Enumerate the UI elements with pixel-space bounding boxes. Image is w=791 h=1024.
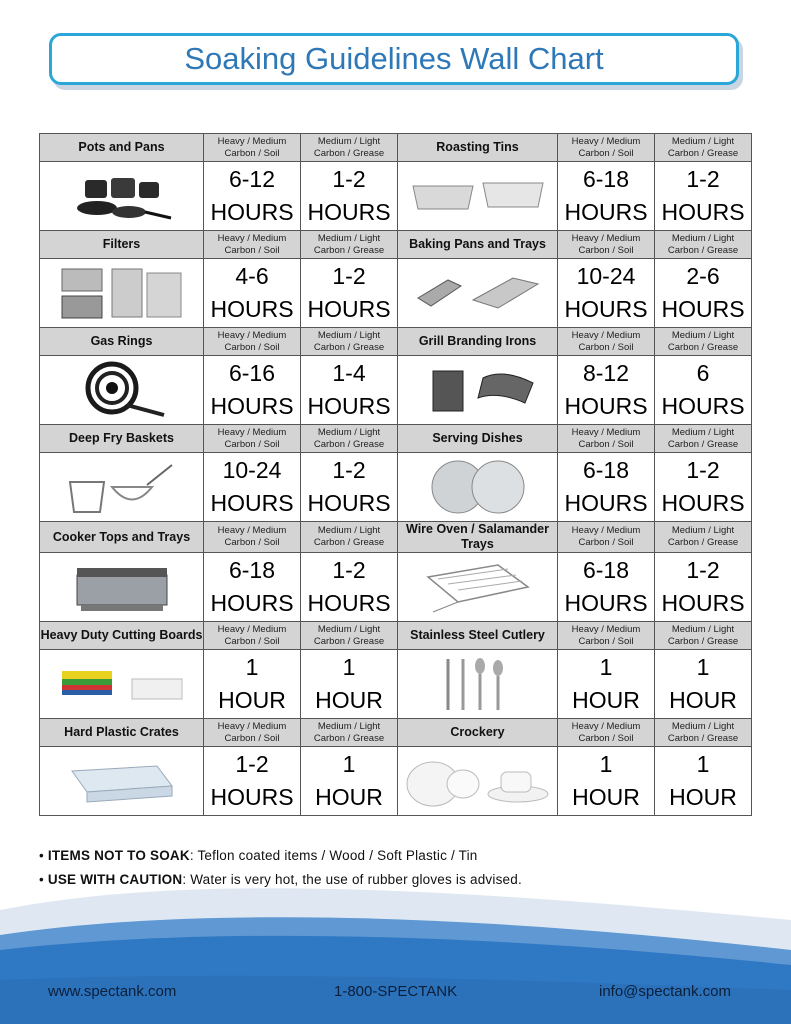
item-name-baking-pans-and-trays: Baking Pans and Trays	[398, 231, 558, 259]
light-condition-header: Medium / Light Carbon / Grease	[301, 719, 398, 747]
light-soak-time-hard-plastic-crates: 1 HOUR	[301, 747, 398, 816]
light-soak-time-stainless-steel-cutlery: 1 HOUR	[655, 650, 752, 719]
item-image-cooker-tops-and-trays	[40, 553, 204, 622]
light-condition-header: Medium / Light Carbon / Grease	[301, 622, 398, 650]
item-image-crockery	[398, 747, 558, 816]
item-name-deep-fry-baskets: Deep Fry Baskets	[40, 425, 204, 453]
light-condition-header: Medium / Light Carbon / Grease	[301, 328, 398, 356]
heavy-condition-header: Heavy / Medium Carbon / Soil	[558, 622, 655, 650]
light-soak-time-pots-and-pans: 1-2 HOURS	[301, 162, 398, 231]
footer-website[interactable]: www.spectank.com	[48, 983, 177, 1000]
light-condition-header: Medium / Light Carbon / Grease	[655, 425, 752, 453]
item-image-pots-and-pans	[40, 162, 204, 231]
item-name-filters: Filters	[40, 231, 204, 259]
light-soak-time-gas-rings: 1-4 HOURS	[301, 356, 398, 425]
heavy-condition-header: Heavy / Medium Carbon / Soil	[558, 522, 655, 553]
heavy-condition-header: Heavy / Medium Carbon / Soil	[204, 231, 301, 259]
item-name-grill-branding-irons: Grill Branding Irons	[398, 328, 558, 356]
item-name-roasting-tins: Roasting Tins	[398, 134, 558, 162]
heavy-soak-time-wire-oven-salamander-trays: 6-18 HOURS	[558, 553, 655, 622]
item-name-gas-rings: Gas Rings	[40, 328, 204, 356]
item-name-heavy-duty-cutting-boards: Heavy Duty Cutting Boards	[40, 622, 204, 650]
heavy-condition-header: Heavy / Medium Carbon / Soil	[558, 425, 655, 453]
light-condition-header: Medium / Light Carbon / Grease	[301, 134, 398, 162]
note-not-to-soak: • ITEMS NOT TO SOAK: Teflon coated items / Wood / Soft Plastic / Tin	[39, 848, 478, 863]
heavy-condition-header: Heavy / Medium Carbon / Soil	[204, 719, 301, 747]
light-condition-header: Medium / Light Carbon / Grease	[655, 622, 752, 650]
light-soak-time-grill-branding-irons: 6 HOURS	[655, 356, 752, 425]
light-soak-time-heavy-duty-cutting-boards: 1 HOUR	[301, 650, 398, 719]
light-condition-header: Medium / Light Carbon / Grease	[655, 134, 752, 162]
item-name-crockery: Crockery	[398, 719, 558, 747]
item-image-wire-oven-salamander-trays	[398, 553, 558, 622]
item-name-serving-dishes: Serving Dishes	[398, 425, 558, 453]
light-condition-header: Medium / Light Carbon / Grease	[301, 231, 398, 259]
heavy-condition-header: Heavy / Medium Carbon / Soil	[204, 134, 301, 162]
footer-wave-decoration	[0, 880, 791, 1024]
heavy-soak-time-pots-and-pans: 6-12 HOURS	[204, 162, 301, 231]
note-use-with-caution: • USE WITH CAUTION: Water is very hot, the use of rubber gloves is advised.	[39, 872, 522, 887]
heavy-condition-header: Heavy / Medium Carbon / Soil	[558, 719, 655, 747]
item-image-roasting-tins	[398, 162, 558, 231]
heavy-condition-header: Heavy / Medium Carbon / Soil	[204, 328, 301, 356]
heavy-soak-time-filters: 4-6 HOURS	[204, 259, 301, 328]
heavy-condition-header: Heavy / Medium Carbon / Soil	[558, 134, 655, 162]
heavy-soak-time-grill-branding-irons: 8-12 HOURS	[558, 356, 655, 425]
page-title: Soaking Guidelines Wall Chart	[184, 41, 604, 76]
item-name-wire-oven-salamander-trays: Wire Oven / Salamander Trays	[398, 522, 558, 553]
heavy-condition-header: Heavy / Medium Carbon / Soil	[204, 522, 301, 553]
item-image-hard-plastic-crates	[40, 747, 204, 816]
item-image-filters	[40, 259, 204, 328]
item-name-hard-plastic-crates: Hard Plastic Crates	[40, 719, 204, 747]
heavy-soak-time-cooker-tops-and-trays: 6-18 HOURS	[204, 553, 301, 622]
heavy-soak-time-baking-pans-and-trays: 10-24 HOURS	[558, 259, 655, 328]
light-soak-time-deep-fry-baskets: 1-2 HOURS	[301, 453, 398, 522]
footer-email[interactable]: info@spectank.com	[599, 983, 731, 1000]
soaking-chart-table	[39, 133, 752, 816]
light-condition-header: Medium / Light Carbon / Grease	[301, 522, 398, 553]
light-condition-header: Medium / Light Carbon / Grease	[655, 522, 752, 553]
item-image-deep-fry-baskets	[40, 453, 204, 522]
heavy-soak-time-crockery: 1 HOUR	[558, 747, 655, 816]
light-soak-time-filters: 1-2 HOURS	[301, 259, 398, 328]
heavy-condition-header: Heavy / Medium Carbon / Soil	[204, 425, 301, 453]
title-box	[49, 33, 739, 85]
light-condition-header: Medium / Light Carbon / Grease	[655, 231, 752, 259]
item-image-serving-dishes	[398, 453, 558, 522]
light-condition-header: Medium / Light Carbon / Grease	[301, 425, 398, 453]
footer-phone: 1-800-SPECTANK	[334, 983, 458, 1000]
light-soak-time-wire-oven-salamander-trays: 1-2 HOURS	[655, 553, 752, 622]
heavy-condition-header: Heavy / Medium Carbon / Soil	[204, 622, 301, 650]
item-image-baking-pans-and-trays	[398, 259, 558, 328]
light-soak-time-cooker-tops-and-trays: 1-2 HOURS	[301, 553, 398, 622]
heavy-soak-time-gas-rings: 6-16 HOURS	[204, 356, 301, 425]
heavy-soak-time-hard-plastic-crates: 1-2 HOURS	[204, 747, 301, 816]
light-soak-time-serving-dishes: 1-2 HOURS	[655, 453, 752, 522]
item-name-cooker-tops-and-trays: Cooker Tops and Trays	[40, 522, 204, 553]
item-image-gas-rings	[40, 356, 204, 425]
item-image-stainless-steel-cutlery	[398, 650, 558, 719]
heavy-soak-time-serving-dishes: 6-18 HOURS	[558, 453, 655, 522]
heavy-soak-time-roasting-tins: 6-18 HOURS	[558, 162, 655, 231]
light-condition-header: Medium / Light Carbon / Grease	[655, 328, 752, 356]
light-soak-time-roasting-tins: 1-2 HOURS	[655, 162, 752, 231]
heavy-condition-header: Heavy / Medium Carbon / Soil	[558, 328, 655, 356]
light-soak-time-baking-pans-and-trays: 2-6 HOURS	[655, 259, 752, 328]
item-name-pots-and-pans: Pots and Pans	[40, 134, 204, 162]
item-image-grill-branding-irons	[398, 356, 558, 425]
heavy-soak-time-heavy-duty-cutting-boards: 1 HOUR	[204, 650, 301, 719]
item-name-stainless-steel-cutlery: Stainless Steel Cutlery	[398, 622, 558, 650]
heavy-soak-time-stainless-steel-cutlery: 1 HOUR	[558, 650, 655, 719]
item-image-heavy-duty-cutting-boards	[40, 650, 204, 719]
light-soak-time-crockery: 1 HOUR	[655, 747, 752, 816]
heavy-soak-time-deep-fry-baskets: 10-24 HOURS	[204, 453, 301, 522]
heavy-condition-header: Heavy / Medium Carbon / Soil	[558, 231, 655, 259]
light-condition-header: Medium / Light Carbon / Grease	[655, 719, 752, 747]
